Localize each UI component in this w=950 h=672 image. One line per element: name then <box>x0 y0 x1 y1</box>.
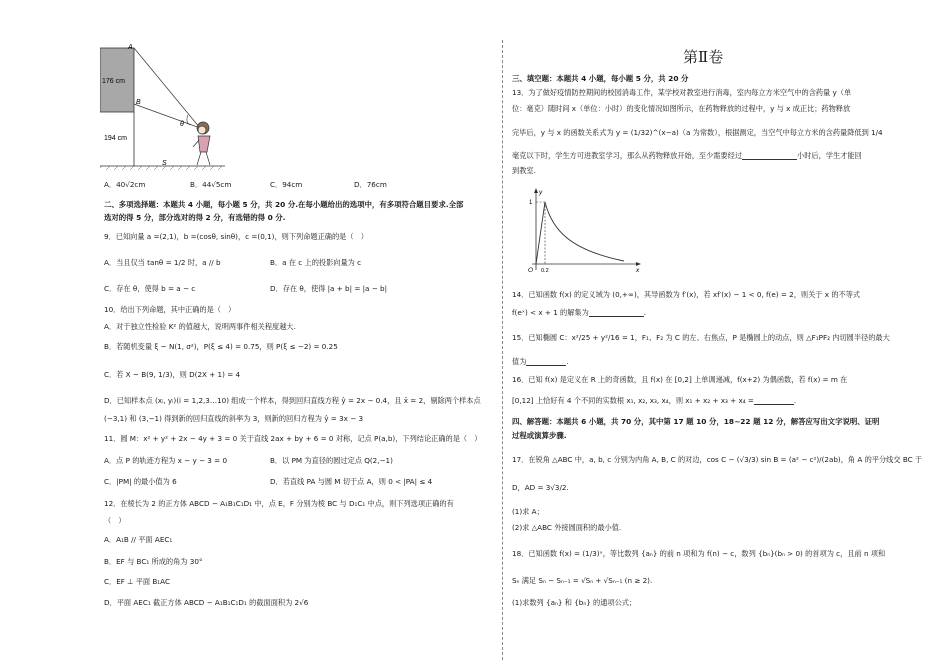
q13-line1: 13．为了做好疫情防控期间的校园消毒工作，某学校对教室进行消毒，室内每立方米空气中的含药量 y（单 <box>512 88 852 97</box>
q15-answer-blank[interactable] <box>526 357 569 366</box>
q11-option-d: D．若直线 PA 与圆 M 切于点 A，则 0 < |PA| ≤ 4 <box>270 477 433 486</box>
q14-answer-blank[interactable] <box>589 308 647 317</box>
graph-tick-x: 0.2 <box>541 268 549 274</box>
q15-line2-end: . <box>566 357 569 366</box>
q13-answer-blank[interactable] <box>742 152 797 160</box>
q10-option-a: A．对于独立性检验 K² 的值越大，说明两事件相关程度越大. <box>104 322 296 331</box>
q8-option-a: A．40√2cm <box>104 180 146 189</box>
section4-title: 四、解答题：本题共 6 小题，共 70 分，其中第 17 题 10 分，18~22 题 12 分，解答应写出文字说明、证明 <box>512 417 880 426</box>
height-figure <box>100 44 230 172</box>
height-lower-label: 194 cm <box>104 135 127 142</box>
graph-x-arrow <box>636 262 641 266</box>
q8-option-d: D．76cm <box>354 180 387 189</box>
q13-line3: 完毕后，y 与 x 的函数关系式为 y = (1/32)^(x−a)（a 为常数），根据测定，当空气中每立方米的含药量降低到 1/4 <box>512 128 883 137</box>
q12-option-d: D．平面 AEC₁ 截正方体 ABCD − A₁B₁C₁D₁ 的截面面积为 2√6 <box>104 598 309 607</box>
q9-option-b: B．a 在 c 上的投影向量为 c <box>270 258 362 267</box>
q14-line2-end: . <box>643 308 647 317</box>
q13-line5: 到教室. <box>512 166 536 175</box>
label-theta: θ <box>180 121 184 128</box>
q12-option-c: C．EF ⊥ 平面 B₁AC <box>104 577 170 586</box>
right-column <box>510 0 923 672</box>
q12-paren: （ ） <box>104 516 126 525</box>
q11-option-c: C．|PM| 的最小值为 6 <box>104 477 177 486</box>
graph-decay-curve <box>545 202 624 261</box>
label-s: S <box>162 160 167 167</box>
q14-line1: 14．已知函数 f(x) 的定义域为 (0,+∞)，其导函数为 f′(x)，若 xf′(x) − 1 < 0, f(e) = 2，则关于 x 的不等式 <box>512 290 861 299</box>
graph-origin-label: O <box>528 267 534 274</box>
q15-line1: 15．已知椭圆 C：x²/25 + y²/16 = 1，F₁、F₂ 为 C 的左、右焦点，P 是椭圆上的动点，则 △F₁PF₂ 内切圆半径的最大 <box>512 333 890 342</box>
q11-stem: 11．圆 M：x² + y² + 2x − 4y + 3 = 0 关于直线 2ax + by + 6 = 0 对称，记点 P(a,b)，下列结论正确的是（ ） <box>104 434 482 443</box>
graph-tick-y: 1 <box>529 200 533 206</box>
q9-option-c: C．存在 θ，使得 b = a − c <box>104 284 196 293</box>
graph-x-label: x <box>636 267 640 274</box>
q16-line2 <box>512 396 796 405</box>
left-column <box>100 0 495 672</box>
q16-line1: 16．已知 f(x) 是定义在 R 上的奇函数，且 f(x) 在 [0,2] 上单调递减，f(x+2) 为偶函数，若 f(x) = m 在 <box>512 375 848 384</box>
q12-option-b: B．EF 与 BC₁ 所成的角为 30° <box>104 557 203 566</box>
q18-line2: Sₙ 满足 Sₙ − Sₙ₋₁ = √Sₙ + √Sₙ₋₁ (n ≥ 2). <box>512 576 653 585</box>
q16-line2-start: [0,12] 上恰好有 4 个不同的实数根 x₁, x₂, x₃, x₄，则 x₁ + x₂ + x₃ + x₄ = <box>512 396 754 405</box>
q14-line2 <box>512 308 646 317</box>
q9-option-d: D．存在 θ，使得 |a + b| = |a − b| <box>270 284 388 293</box>
graph-rise-segment <box>536 202 545 264</box>
observer-figure <box>193 122 210 165</box>
q13-line4-start: 毫克以下时，学生方可进教室学习，那么从药物释放开始，至少需要经过 <box>512 151 743 160</box>
section4-title-cont: 过程或演算步骤. <box>512 431 567 440</box>
q13-line4 <box>512 151 862 160</box>
q13-line2: 位：毫克）随时间 x（单位：小时）的变化情况如图所示，在药物释放的过程中，y 与 x 成正比；药物释放 <box>512 104 851 113</box>
ground-hatch <box>100 166 222 170</box>
q16-answer-blank[interactable] <box>754 396 797 405</box>
section2-title: 二、多项选择题：本题共 4 小题，每小题 5 分，共 20 分.在每小题给出的选项中，有多项符合题目要求.全部 <box>104 200 464 209</box>
q14-line2-start: f(eˣ) < x + 1 的解集为 <box>512 308 589 317</box>
q12-stem: 12．在棱长为 2 的正方体 ABCD − A₁B₁C₁D₁ 中，点 E，F 分别为棱 BC 与 D₁C₁ 中点，则下列选项正确的有 <box>104 499 454 508</box>
section3-title: 三、填空题：本题共 4 小题，每小题 5 分，共 20 分 <box>512 74 689 83</box>
q10-option-c: C．若 X ~ B(9, 1/3)，则 D(2X + 1) = 4 <box>104 370 241 379</box>
q16-line2-end: . <box>793 396 797 405</box>
q18-line1: 18．已知函数 f(x) = (1/3)ˣ，等比数列 {aₙ} 的前 n 项和为 f(n) − c，数列 {bₙ}(bₙ > 0) 的首项为 c，且前 n 项和 <box>512 549 886 558</box>
q18-part1: (1)求数列 {aₙ} 和 {bₙ} 的通项公式； <box>512 598 637 607</box>
section2-title-cont: 选对的得 5 分，部分选对的得 2 分，有选错的得 0 分. <box>104 213 286 222</box>
q11-option-a: A．点 P 的轨迹方程为 x − y − 3 = 0 <box>104 456 228 465</box>
graph-y-arrow <box>534 188 538 193</box>
q10-option-d-line1: D．已知样本点 (xᵢ, yᵢ)(i = 1,2,3…10) 组成一个样本，得到回归直线方程 ŷ = 2x − 0.4，且 x̄ = 2，剔除两个样本点 <box>104 396 481 405</box>
q15-line2-start: 值为 <box>512 357 527 366</box>
q15-line2 <box>512 357 569 366</box>
label-b: B <box>136 99 141 106</box>
q8-option-b: B．44√5cm <box>190 180 232 189</box>
height-upper-label: 176 cm <box>102 78 125 85</box>
q12-option-a: A．A₁B // 平面 AEC₁ <box>104 535 173 544</box>
q13-line4-end: 小时后，学生才能回 <box>797 151 862 160</box>
q17-line2: D，AD = 3√3/2. <box>512 483 569 492</box>
graph-y-label: y <box>539 189 543 196</box>
q17-line1: 17．在锐角 △ABC 中，a, b, c 分别为内角 A, B, C 的对边，cos C − (√3/3) sin B = (a² − c²)/(2ab)，角 A 的平分线交 BC 于 <box>512 455 923 464</box>
q17-part1: (1)求 A； <box>512 507 544 516</box>
label-a: A <box>128 44 133 51</box>
part-two-title: 第Ⅱ卷 <box>683 48 724 66</box>
q17-part2: (2)求 △ABC 外接圆面积的最小值. <box>512 523 622 532</box>
q10-option-b: B．若随机变量 ξ ~ N(1, σ²)，P(ξ ≤ 4) = 0.75，则 P(ξ ≤ −2) = 0.25 <box>104 342 338 351</box>
q10-option-d-line2: (−3,1) 和 (3,−1) 得到新的回归直线的斜率为 3，则新的回归方程为 ŷ = 3x − 3 <box>104 414 364 423</box>
column-divider <box>502 40 503 660</box>
q8-option-c: C．94cm <box>270 180 303 189</box>
q13-graph <box>520 186 645 276</box>
q11-option-b: B．以 PM 为直径的圆过定点 Q(2,−1) <box>270 456 393 465</box>
q9-stem: 9．已知向量 a =(2,1)，b =(cosθ, sinθ)，c =(0,1)，则下列命题正确的是（ ） <box>104 232 368 241</box>
q9-option-a: A．当且仅当 tanθ = 1/2 时，a // b <box>104 258 221 267</box>
q10-stem: 10．给出下列命题，其中正确的是（ ） <box>104 305 236 314</box>
